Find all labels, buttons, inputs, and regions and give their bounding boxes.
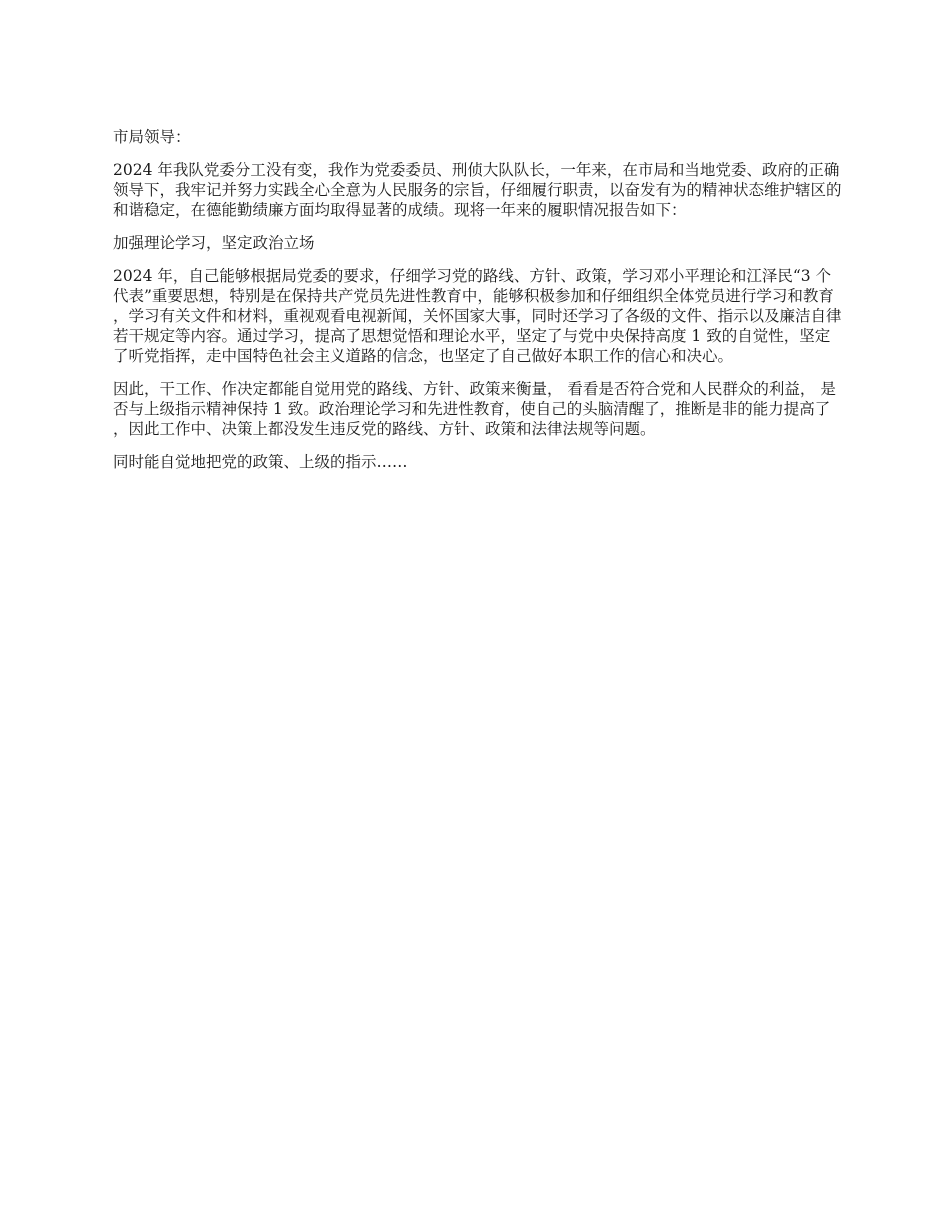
paragraph-truncated: 同时能自觉地把党的政策、上级的指示…… <box>113 453 408 471</box>
paragraph-decisions: 因此，干工作、作决定都能自觉用党的路线、方针、政策来衡量， 看看是否符合党和人民群众的利益， 是否与上级指示精神保持 1 致。政治理论学习和先进性教育，使自己的头脑清醒了，推断是非的能力提高了，因此工作中、决策上都没发生违反党的路线、方针、政策和法律法规等问题。 <box>113 380 836 438</box>
salutation: 市局领导： <box>113 128 191 146</box>
section-heading: 加强理论学习，坚定政治立场 <box>113 234 315 252</box>
paragraph-study: 2024 年，自己能够根据局党委的要求，仔细学习党的路线、方针、政策，学习邓小平理论和江泽民“3 个代表”重要思想，特别是在保持共产党员先进性教育中，能够积极参加和仔细组织全体党员进行学习和教育，学习有关文件和材料，重视观看电视新闻，关怀国家大事，同时还学习了各级的文件、指示以及廉洁自律若干规定等内容。通过学习，提高了思想觉悟和理论水平，坚定了与党中央保持高度 1 致的自觉性，坚定了听党指挥，走中国特色社会主义道路的信念，也坚定了自己做好本职工作的信心和决心。 <box>113 267 842 365</box>
document-body <box>113 127 843 485</box>
paragraph-intro: 2024 年我队党委分工没有变，我作为党委委员、刑侦大队队长，一年来，在市局和当地党委、政府的正确领导下，我牢记并努力实践全心全意为人民服务的宗旨，仔细履行职责，以奋发有为的精神状态维护辖区的和谐稳定，在德能勤绩廉方面均取得显著的成绩。现将一年来的履职情况报告如下： <box>113 161 842 219</box>
